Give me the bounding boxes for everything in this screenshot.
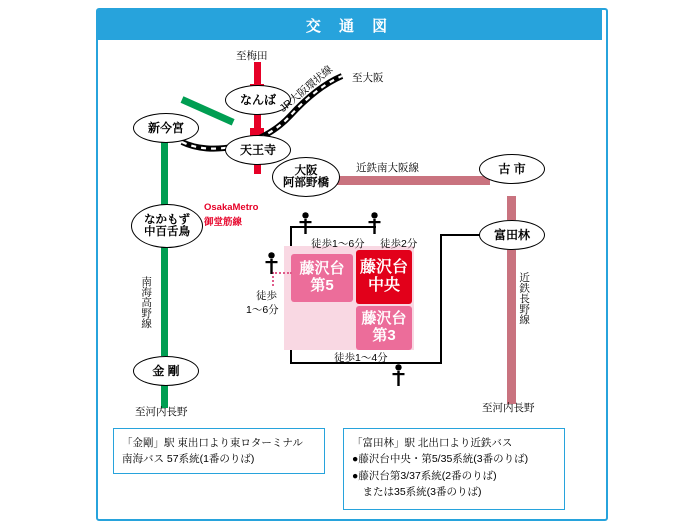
note-tondabayashi-line3: ●藤沢台第3/37系統(2番のりば) [352, 469, 497, 482]
kintetsu-nagano-line-lower [507, 250, 516, 404]
station-shin-imamiya-label: 新今宮 [147, 120, 184, 135]
nankai-koya-line-lower [161, 246, 168, 356]
kintetsu-nagano-line-upper [507, 196, 516, 220]
station-nakamozu-line1: なかもず [144, 213, 190, 226]
estate-3-line1: 藤沢台 [361, 310, 407, 328]
station-nakamozu[interactable] [131, 204, 203, 248]
walk-icon-3 [265, 252, 278, 274]
station-tennoji[interactable] [225, 135, 291, 165]
estate-3-line2: 第3 [372, 327, 396, 344]
estate-chuo-line1: 藤沢台 [359, 259, 408, 277]
kintetsu-minami-osaka-text: 近鉄南大阪線 [356, 162, 419, 174]
terminal-umeda-label: 至梅田 [236, 50, 268, 62]
note-tondabayashi-line1: 「富田林」駅 北出口より近鉄バス [352, 437, 513, 449]
station-nakamozu-line2: 中百舌鳥 [144, 226, 190, 238]
estate-fujisawadai-3[interactable] [356, 306, 412, 350]
kintetsu-nagano-line-label [518, 272, 530, 352]
osaka-metro-label [204, 202, 258, 213]
note-kongo-bus [113, 428, 325, 474]
station-kongo-label: 金 剛 [152, 363, 180, 378]
station-kongo[interactable] [133, 356, 199, 386]
station-furuichi-label: 古 市 [498, 161, 526, 176]
page-title: 交 通 図 [305, 17, 395, 35]
estate-fujisawadai-chuo[interactable] [356, 250, 412, 304]
walk-label-1: 徒歩1〜6分 [311, 238, 365, 250]
connector-estate-vertical [440, 234, 442, 364]
estate-5-line2: 第5 [310, 277, 334, 294]
walk-icon-1 [299, 212, 312, 234]
nankai-koya-line-label [140, 276, 152, 356]
note-kongo-line2: 南海バス 57系統(1番のりば) [122, 453, 255, 466]
note-kongo-line1: 「金剛」駅 東出口より東ロターミナル [122, 437, 303, 449]
station-abeno-line1: 大阪 [294, 164, 318, 177]
terminal-kawachinagano-left-label: 至河内長野 [135, 406, 188, 418]
estate-5-line1: 藤沢台 [299, 260, 345, 278]
station-osaka-abenobashi[interactable] [272, 157, 340, 197]
station-tennoji-label: 天王寺 [239, 142, 276, 157]
station-abeno-line2: 阿部野橋 [283, 177, 329, 189]
nankai-koya-line-text: 南海高野線 [140, 276, 153, 329]
station-tondabayashi[interactable] [479, 220, 545, 250]
osaka-metro-text: OsakaMetro [204, 202, 259, 213]
note-tondabayashi-line4: または35系統(3番のりば) [352, 485, 482, 498]
terminal-osaka-label: 至大阪 [352, 72, 384, 84]
station-tondabayashi-label: 富田林 [493, 227, 530, 242]
walk-label-4: 徒歩1〜4分 [334, 352, 388, 364]
station-furuichi[interactable] [479, 154, 545, 184]
walk-icon-2 [368, 212, 381, 234]
station-namba-label: なんば [239, 92, 276, 107]
estate-fujisawadai-5[interactable] [291, 254, 353, 302]
jr-loop-line-text: JR大阪環状線 [277, 63, 336, 115]
terminal-kawachinagano-right-label: 至河内長野 [482, 402, 535, 414]
walk-label-3a: 徒歩 [256, 290, 277, 302]
midosuji-line-text: 御堂筋線 [204, 217, 243, 228]
estate-chuo-line2: 中央 [367, 277, 400, 294]
note-tondabayashi-line2: ●藤沢台中央・第5/35系統(3番のりば) [352, 453, 529, 466]
walk-dotted-vertical [272, 272, 274, 286]
kintetsu-nagano-line-text: 近鉄長野線 [518, 272, 531, 325]
kintetsu-minami-osaka-line [330, 176, 490, 185]
kintetsu-minami-osaka-label [356, 160, 419, 175]
midosuji-line-label [204, 214, 242, 228]
walk-label-2: 徒歩2分 [380, 238, 418, 250]
walk-icon-4 [392, 364, 405, 386]
note-tondabayashi-bus [343, 428, 565, 510]
walk-label-3b: 1〜6分 [246, 304, 279, 316]
station-shin-imamiya[interactable] [133, 113, 199, 143]
